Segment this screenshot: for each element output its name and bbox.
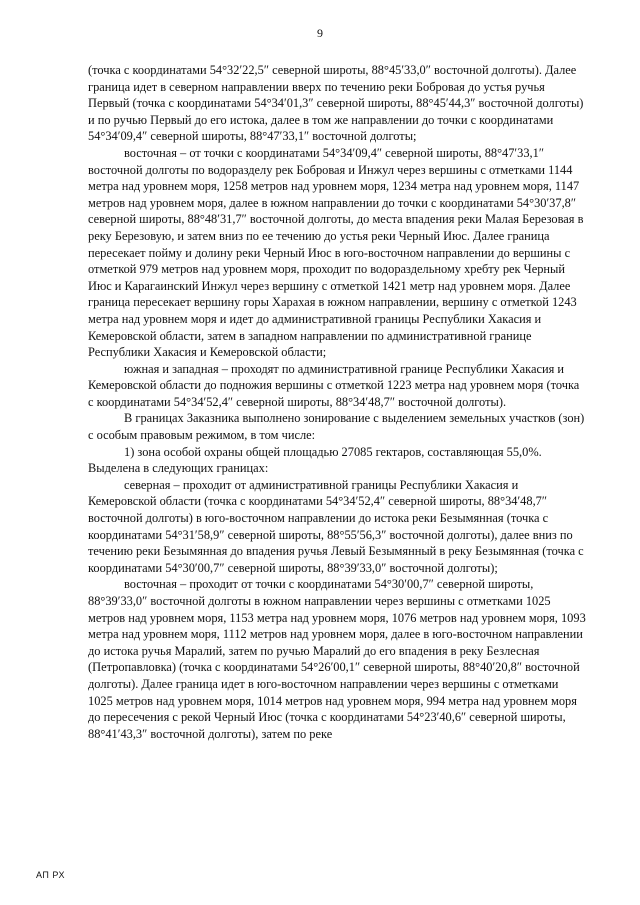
page-number: 9 [317, 26, 323, 40]
footer-mark: АП РХ [36, 870, 65, 880]
paragraph-zoning-intro: В границах Заказника выполнено зонирование с выделением земельных участков (зон) с особым правовым режимом, в том числе: [88, 411, 585, 443]
paragraph-zone-1-eastern: восточная – проходит от точки с координатами 54°30′00,7″ северной широты, 88°39′33,0″ восточной долготы в южном направлении через вершины с отметками 1025 метров над уровнем моря, 1153 метра над уровнем моря, 1076 метров над уровнем моря, 1093 метра над уровнем моря, 1112 метров над уровнем моря, далее в юго-восточном направлении до истока ручья Маралий, затем по ручью Маралий до его впадения в реку Безлесная (Петропавловка) (точка с координатами 54°26′00,1″ северной широты, 88°40′20,8″ восточной долготы). Далее граница идет в юго-восточном направлении через вершины с отметками 1025 метров над уровнем моря, 1014 метров над уровнем моря, 994 метра над уровнем моря до пересечения с рекой Черный Июс (точка с координатами 54°23′40,6″ северной широты, 88°41′43,3″ восточной долготы), затем по реке [88, 577, 586, 741]
paragraph-eastern-boundary: восточная – от точки с координатами 54°34′09,4″ северной широты, 88°47′33,1″ восточной долготы по водоразделу рек Бобровая и Инжул через вершины с отметками 1144 метра над уровнем моря, 1258 метров над уровнем моря, 1234 метра над уровнем моря, 1147 метров над уровнем моря, далее в южном направлении до точки с координатами 54°30′37,8″ северной широты, 88°48′31,7″ восточной долготы, до места впадения реки Малая Березовая в реку Березовую, и затем вниз по ее течению до устья реки Черный Июс. Далее граница пересекает пойму и долину реки Черный Июс в юго-восточном направлении до вершины с отметкой 979 метров над уровнем моря, проходит по водораздельному хребту рек Черный Июс и Карагаинский Инжул через вершину с отметкой 1421 метр над уровнем моря. Далее граница пересекает вершину горы Харахая в южном направлении, вершину с отметкой 1243 метра над уровнем моря и идет до административной границы Республики Хакасия и Кемеровской области, затем в западном направлении по административной границе Республики Хакасия и Кемеровской области; [88, 145, 584, 360]
paragraph-southern-western-boundary: южная и западная – проходят по административной границе Республики Хакасия и Кемеровской области до подножия вершины с отметкой 1223 метра над уровнем моря (точка с координатами 54°34′52,4″ северной широты, 88°34′48,7″ восточной долготы). [88, 361, 580, 409]
paragraph-continuation: (точка с координатами 54°32′22,5″ северной широты, 88°45′33,0″ восточной долготы). Далее граница идет в северном направлении вверх по течению реки Бобровая до устья ручья Первый (точка с координатами 54°34′01,3″ северной широты, 88°45′44,3″ восточной долготы) и по ручью Первый до его истока, далее в том же направлении до точки с координатами 54°34′09,4″ северной широты, 88°47′33,1″ восточной долготы; [88, 63, 584, 144]
paragraph-zone-1: 1) зона особой охраны общей площадью 27085 гектаров, составляющая 55,0%. Выделена в следующих границах: [88, 444, 542, 476]
document-body [88, 62, 586, 742]
paragraph-zone-1-northern: северная – проходит от административной границы Республики Хакасия и Кемеровской области (точка с координатами 54°34′52,4″ северной широты, 88°34′48,7″ восточной долготы) в юго-восточном направлении до истока реки Безымянная (точка с координатами 54°31′58,9″ северной широты, 88°55′56,3″ восточной долготы), далее вниз по течению реки Безымянная до впадения ручья Левый Безымянный в реку Безымянная (точка с координатами 54°30′00,7″ северной широты, 88°39′33,0″ восточной долготы); [88, 477, 584, 575]
